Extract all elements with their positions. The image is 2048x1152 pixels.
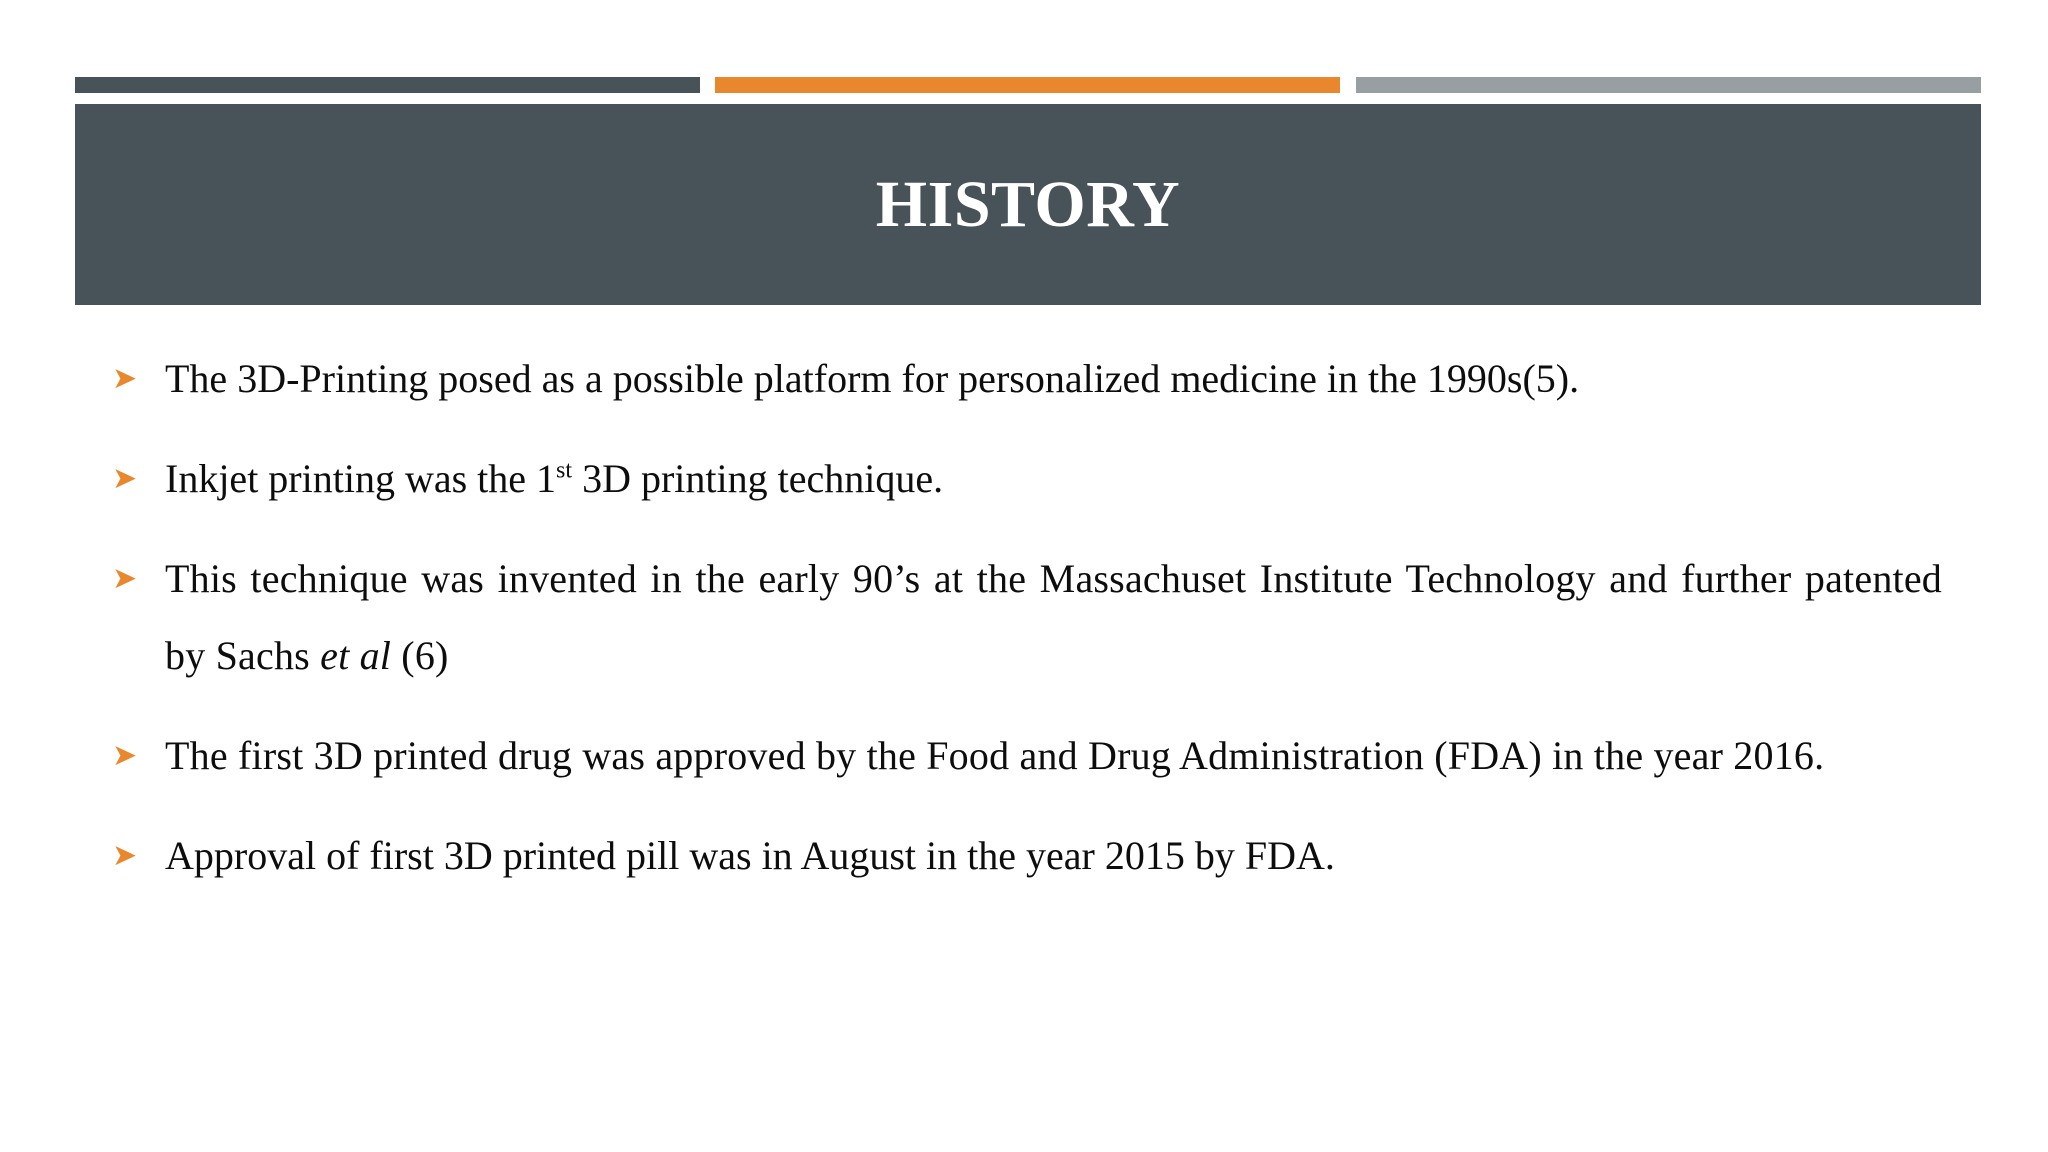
italic-text: et al bbox=[320, 633, 392, 678]
bullet-text: Inkjet printing was the 1 bbox=[165, 456, 557, 501]
bullet-item bbox=[112, 540, 1942, 694]
bullet-text: This technique was invented in the early 90’s at the Massachuset Institute Technology and further patented by Sachs bbox=[165, 556, 1942, 678]
ordinal-suffix: st bbox=[556, 457, 573, 484]
bullet-item bbox=[112, 440, 1942, 517]
bullet-text: The first 3D printed drug was approved by the Food and Drug Administration (FDA) in the year 2016. bbox=[165, 733, 1825, 778]
bullet-text: 3D printing technique. bbox=[572, 456, 944, 501]
bullet-text: (6) bbox=[391, 633, 449, 678]
arrowhead-bullet-icon: ➤ bbox=[112, 461, 138, 496]
arrowhead-bullet-icon: ➤ bbox=[112, 361, 138, 396]
accent-bar-orange bbox=[715, 77, 1340, 93]
bullet-text: The 3D-Printing posed as a possible platform for personalized medicine in the 1990s(5). bbox=[165, 356, 1580, 401]
bullet-item bbox=[112, 717, 1942, 794]
slide-title: HISTORY bbox=[875, 167, 1181, 241]
arrowhead-bullet-icon: ➤ bbox=[112, 738, 138, 773]
title-banner bbox=[75, 104, 1981, 305]
bullet-list bbox=[112, 340, 1942, 917]
arrowhead-bullet-icon: ➤ bbox=[112, 838, 138, 873]
bullet-text: Approval of first 3D printed pill was in August in the year 2015 by FDA. bbox=[165, 833, 1335, 878]
bullet-item bbox=[112, 817, 1942, 894]
accent-bar-gray bbox=[1356, 77, 1981, 93]
arrowhead-bullet-icon: ➤ bbox=[112, 561, 138, 596]
bullet-item bbox=[112, 340, 1942, 417]
accent-bar-dark bbox=[75, 77, 700, 93]
